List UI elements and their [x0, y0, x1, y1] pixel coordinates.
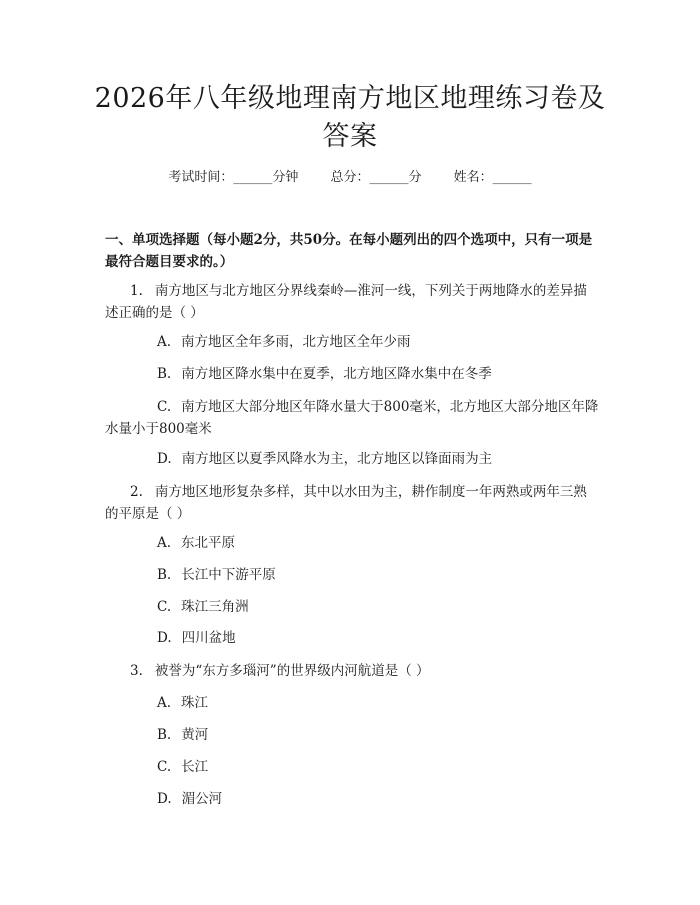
question-text: 南方地区地形复杂多样，其中以水田为主，耕作制度一年两熟或两年三熟的平原是（ ） — [105, 484, 587, 522]
option-1c — [105, 396, 600, 440]
option-2a — [105, 532, 600, 554]
exam-info-line — [0, 168, 700, 188]
option-text: 长江 — [181, 759, 209, 775]
option-letter: B. — [157, 727, 172, 743]
option-text: 黄河 — [181, 727, 209, 743]
option-3b — [105, 724, 600, 746]
total-score-field: 总分：______分 — [330, 170, 422, 185]
option-text: 珠江三角洲 — [181, 599, 249, 615]
option-letter: D. — [157, 791, 172, 807]
option-1d — [105, 448, 600, 470]
option-1a — [105, 331, 600, 353]
question-1 — [105, 280, 600, 324]
option-letter: A. — [157, 535, 172, 551]
question-number: 2. — [130, 484, 143, 500]
option-letter: B. — [157, 366, 172, 382]
option-2b — [105, 564, 600, 586]
option-letter: D. — [157, 451, 172, 467]
page-title: 2026年八年级地理南方地区地理练习卷及答案 — [94, 83, 606, 152]
option-text: 南方地区大部分地区年降水量大于800毫米，北方地区大部分地区年降水量小于800毫米 — [105, 399, 599, 437]
question-number: 1. — [130, 283, 143, 299]
option-text: 湄公河 — [181, 791, 223, 807]
option-letter: A. — [157, 334, 172, 350]
option-2d — [105, 627, 600, 649]
question-text: 南方地区与北方地区分界线秦岭—淮河一线，下列关于两地降水的差异描述正确的是（ ） — [105, 283, 587, 321]
option-1b — [105, 363, 600, 385]
option-letter: C. — [157, 399, 172, 415]
option-2c — [105, 596, 600, 618]
option-text: 长江中下游平原 — [181, 567, 276, 583]
option-text: 南方地区全年多雨，北方地区全年少雨 — [181, 334, 411, 350]
section-heading: 一、单项选择题（每小题2分，共50分。在每小题列出的四个选项中，只有一项是最符合题目要求的。） — [105, 232, 593, 270]
option-text: 南方地区降水集中在夏季，北方地区降水集中在冬季 — [181, 366, 492, 382]
option-text: 南方地区以夏季风降水为主，北方地区以锋面雨为主 — [181, 451, 493, 467]
option-letter: B. — [157, 567, 172, 583]
option-text: 珠江 — [181, 695, 209, 711]
exam-time-field: 考试时间：______分钟 — [168, 170, 299, 185]
question-3 — [105, 660, 600, 682]
option-letter: A. — [157, 695, 172, 711]
question-text: 被誉为“东方多瑙河”的世界级内河航道是（ ） — [154, 663, 430, 679]
question-2 — [105, 481, 600, 525]
option-letter: C. — [157, 599, 172, 615]
option-letter: C. — [157, 759, 172, 775]
option-text: 东北平原 — [181, 535, 236, 551]
option-text: 四川盆地 — [181, 630, 236, 646]
name-field: 姓名：______ — [453, 170, 532, 185]
option-3a — [105, 692, 600, 714]
question-number: 3. — [130, 663, 143, 679]
option-letter: D. — [157, 630, 172, 646]
option-3c — [105, 756, 600, 778]
option-3d — [105, 788, 600, 810]
